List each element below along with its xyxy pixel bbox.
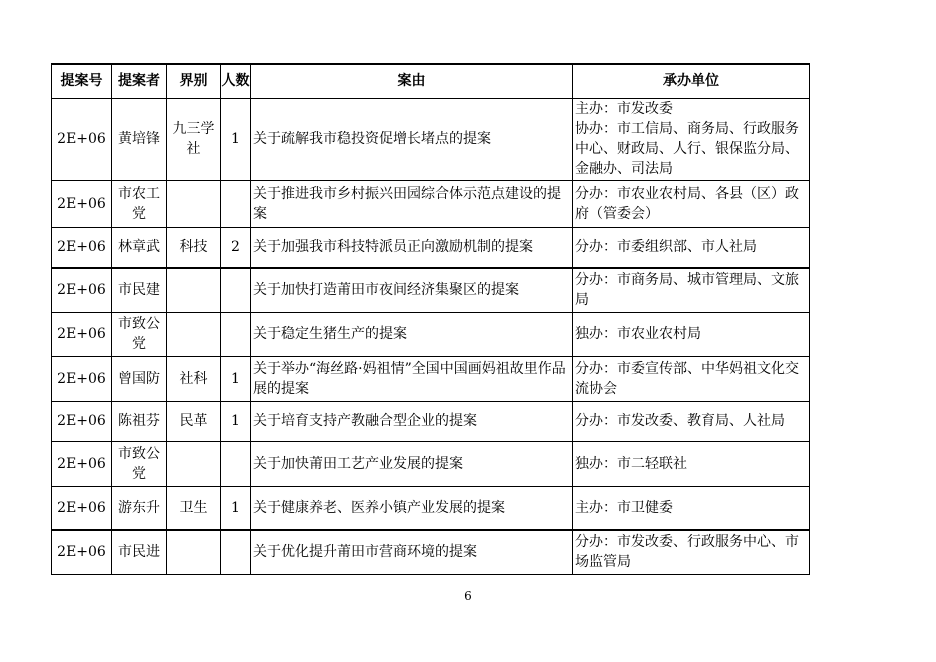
proposer: 市致公党: [118, 316, 160, 352]
sector-cell: [167, 312, 221, 356]
table-row: [52, 227, 810, 268]
proposal-id: 2E+06: [57, 544, 106, 561]
proposer-cell: [112, 180, 167, 227]
proposal-id-cell: [52, 530, 112, 574]
header-subject: 案由: [251, 64, 573, 98]
member-count: 2: [231, 239, 240, 256]
proposal-id-cell: [52, 486, 112, 530]
subject: 关于优化提升莆田市营商环境的提案: [253, 544, 477, 561]
header-count: 人数: [221, 64, 251, 98]
subject: 关于培育支持产教融合型企业的提案: [253, 413, 477, 429]
handling-units: 分办：市农业农村局、各县（区）政府（管委会）: [575, 185, 799, 222]
sector: 社科: [179, 370, 208, 387]
proposal-id-cell: [52, 356, 112, 401]
table-row: [52, 268, 810, 312]
proposer-cell: [112, 312, 167, 356]
sector-cell: [167, 441, 221, 486]
proposer: 林章武: [118, 239, 160, 256]
handling-units-cell: [573, 268, 810, 312]
table-row: [52, 401, 810, 441]
table-row: [52, 441, 810, 486]
handling-units-cell: [573, 356, 810, 401]
sector-cell: [167, 98, 221, 180]
member-count-cell: [221, 530, 251, 574]
proposer: 市致公党: [118, 445, 160, 482]
table-row: [52, 530, 810, 574]
handling-units-cell: [573, 180, 810, 227]
member-count: 1: [231, 131, 240, 147]
sector-cell: [167, 356, 221, 401]
handling-units: 分办：市委组织部、市人社局: [575, 239, 757, 256]
handling-units-cell: [573, 98, 810, 180]
subject-cell: [251, 98, 573, 180]
proposer: 黄培锋: [118, 131, 160, 147]
proposal-id-cell: [52, 227, 112, 268]
table-row: [52, 180, 810, 227]
proposer-cell: [112, 401, 167, 441]
proposal-id-cell: [52, 441, 112, 486]
sector-cell: [167, 486, 221, 530]
handling-units: 分办：市商务局、城市管理局、文旅局: [575, 272, 799, 309]
subject: 关于加快打造莆田市夜间经济集聚区的提案: [253, 282, 519, 299]
proposer-cell: [112, 356, 167, 401]
subject-cell: [251, 312, 573, 356]
sector: 卫生: [179, 499, 208, 516]
handling-units-cell: [573, 441, 810, 486]
proposer: 市民建: [118, 282, 160, 299]
proposer-cell: [112, 441, 167, 486]
member-count-cell: [221, 268, 251, 312]
handling-units-cell: [573, 227, 810, 268]
member-count: 1: [231, 413, 240, 429]
page-number: 6: [464, 589, 472, 603]
subject-cell: [251, 441, 573, 486]
sector-cell: [167, 180, 221, 227]
subject: 关于推进我市乡村振兴田园综合体示范点建设的提案: [253, 185, 561, 222]
proposal-id-cell: [52, 180, 112, 227]
member-count: 1: [231, 370, 240, 387]
proposal-id: 2E+06: [57, 455, 106, 472]
sector: 科技: [179, 239, 208, 256]
proposer-cell: [112, 486, 167, 530]
table-row: [52, 356, 810, 401]
proposal-id: 2E+06: [57, 413, 106, 429]
handling-units: 分办：市委宣传部、中华妈祖文化交流协会: [575, 360, 799, 397]
proposal-id: 2E+06: [57, 370, 106, 387]
proposer-cell: [112, 227, 167, 268]
proposal-id-cell: [52, 401, 112, 441]
member-count-cell: [221, 98, 251, 180]
subject-cell: [251, 268, 573, 312]
subject: 关于健康养老、医养小镇产业发展的提案: [253, 499, 505, 516]
subject-cell: [251, 530, 573, 574]
proposal-id: 2E+06: [57, 195, 106, 212]
handling-units: 独办：市二轻联社: [575, 455, 687, 472]
subject-cell: [251, 227, 573, 268]
proposer-cell: [112, 98, 167, 180]
proposer: 市民进: [118, 544, 160, 561]
proposer: 曾国防: [118, 370, 160, 387]
handling-units: 分办：市发改委、行政服务中心、市场监管局: [575, 534, 799, 571]
member-count-cell: [221, 401, 251, 441]
handling-units: 分办：市发改委、教育局、人社局: [575, 413, 785, 429]
subject-cell: [251, 401, 573, 441]
sector-cell: [167, 401, 221, 441]
sector-cell: [167, 268, 221, 312]
member-count: 1: [231, 499, 240, 516]
proposer: 陈祖芬: [118, 413, 160, 429]
proposal-id-cell: [52, 312, 112, 356]
subject-cell: [251, 486, 573, 530]
handling-units-cell: [573, 312, 810, 356]
member-count-cell: [221, 486, 251, 530]
handling-units: 独办：市农业农村局: [575, 326, 701, 342]
subject: 关于加强我市科技特派员正向激励机制的提案: [253, 239, 533, 256]
proposal-id: 2E+06: [57, 326, 106, 342]
sector: 民革: [179, 413, 208, 429]
sector: 九三学社: [172, 121, 215, 157]
sector-cell: [167, 530, 221, 574]
subject-cell: [251, 180, 573, 227]
proposer-cell: [112, 268, 167, 312]
header-sector: 界别: [167, 64, 221, 98]
member-count-cell: [221, 441, 251, 486]
proposal-id: 2E+06: [57, 282, 106, 299]
table-row: [52, 486, 810, 530]
subject: 关于加快莆田工艺产业发展的提案: [253, 455, 463, 472]
handling-units-cell: [573, 401, 810, 441]
member-count-cell: [221, 312, 251, 356]
proposal-table: [51, 63, 810, 575]
member-count-cell: [221, 356, 251, 401]
member-count-cell: [221, 227, 251, 268]
handling-units-cell: [573, 486, 810, 530]
table-row: [52, 98, 810, 180]
proposal-id: 2E+06: [57, 131, 106, 147]
proposal-id: 2E+06: [57, 239, 106, 256]
handling-units-cell: [573, 530, 810, 574]
proposer: 游东升: [118, 499, 160, 516]
subject-cell: [251, 356, 573, 401]
subject: 关于稳定生猪生产的提案: [253, 326, 407, 342]
proposal-id: 2E+06: [57, 499, 106, 516]
subject: 关于疏解我市稳投资促增长堵点的提案: [253, 131, 491, 147]
proposer: 市农工党: [118, 185, 160, 222]
proposer-cell: [112, 530, 167, 574]
subject: 关于举办“海丝路·妈祖情”全国中国画妈祖故里作品展的提案: [253, 360, 566, 397]
table-header-row: [52, 64, 810, 98]
sector-cell: [167, 227, 221, 268]
header-id: 提案号: [52, 64, 112, 98]
table-row: [52, 312, 810, 356]
proposal-id-cell: [52, 268, 112, 312]
header-units: 承办单位: [573, 64, 810, 98]
handling-units: 主办：市卫健委: [575, 499, 673, 516]
member-count-cell: [221, 180, 251, 227]
proposal-id-cell: [52, 98, 112, 180]
header-proposer: 提案者: [112, 64, 167, 98]
handling-units: 主办：市发改委 协办：市工信局、商务局、行政服务中心、财政局、人行、银保监分局、金融办、司法局: [575, 101, 799, 177]
